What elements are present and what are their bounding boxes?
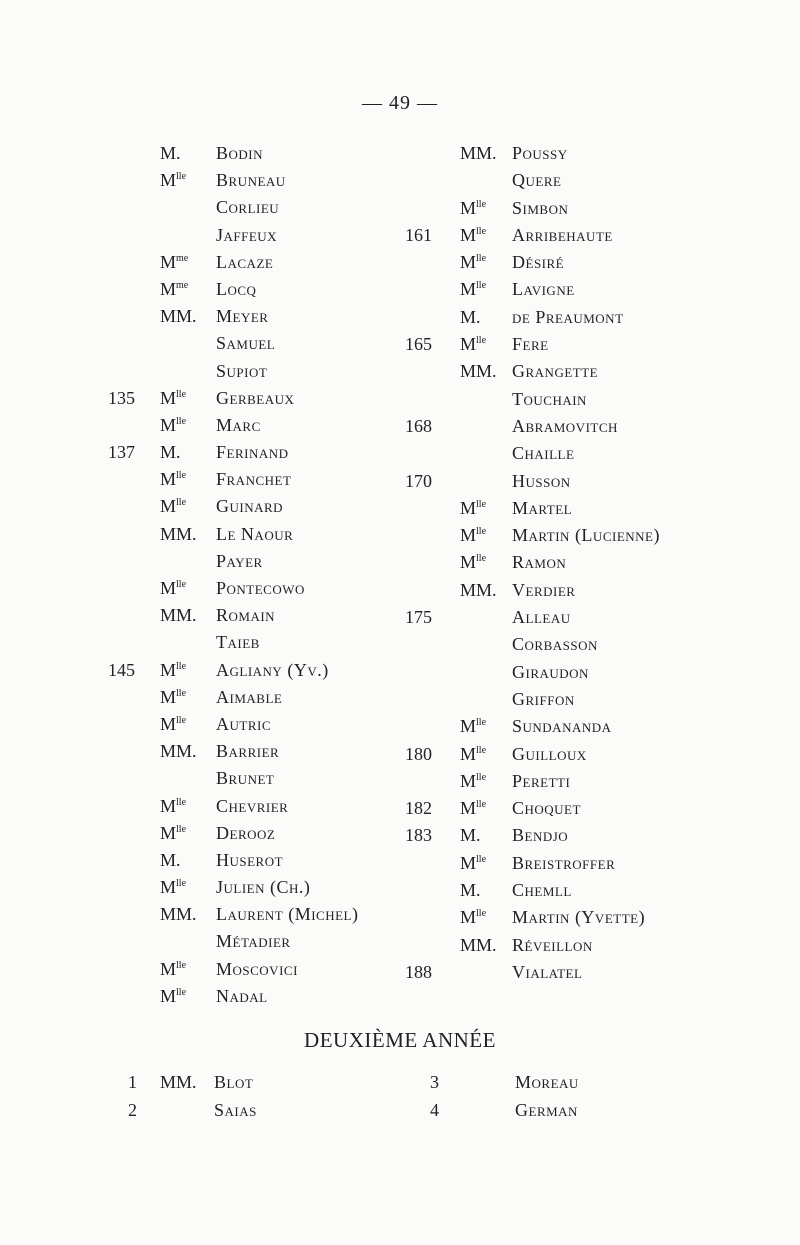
- list-entry: [405, 358, 735, 385]
- list-entry: [108, 330, 408, 357]
- list-entry: [405, 631, 735, 658]
- entry-number: 168: [405, 415, 432, 436]
- entry-number: 165: [405, 334, 432, 355]
- entry-name: Romain: [216, 605, 276, 626]
- entry-title: [460, 795, 486, 822]
- entry-title: [460, 331, 486, 358]
- entry-number: 161: [405, 224, 432, 245]
- entry-number: 175: [405, 607, 432, 628]
- entry-title: [460, 850, 486, 877]
- entry-title-text: MM.: [460, 361, 497, 382]
- entry-title: [160, 276, 188, 303]
- entry-name: Simbon: [512, 197, 569, 218]
- entry-title-text: M: [160, 496, 177, 517]
- entry-name: Quere: [512, 170, 562, 191]
- entry-name: German: [515, 1100, 578, 1120]
- entry-title: [160, 575, 186, 602]
- left-name-list: [108, 140, 408, 1010]
- list-entry: [405, 850, 735, 877]
- entry-name: Guilloux: [512, 743, 587, 764]
- entry-title-superscript: lle: [176, 388, 187, 400]
- entry-title-superscript: lle: [476, 771, 487, 783]
- entry-name: Autric: [216, 713, 271, 734]
- entry-title-text: M: [160, 414, 177, 435]
- right-name-list: [405, 140, 735, 986]
- entry-title: [160, 303, 197, 330]
- second-year-list: [0, 1068, 800, 1124]
- section-title: DEUXIÈME ANNÉE: [304, 1028, 496, 1052]
- list-entry: [108, 493, 408, 520]
- entry-title-text: M: [160, 251, 177, 272]
- entry-title-text: M: [460, 224, 477, 245]
- entry-title-superscript: lle: [176, 171, 187, 183]
- entry-title-superscript: lle: [176, 579, 187, 590]
- list-entry: [108, 847, 408, 874]
- entry-title: [460, 140, 497, 167]
- entry-title-superscript: lle: [476, 225, 487, 237]
- entry-title-superscript: lle: [476, 280, 487, 292]
- entry-name: Derooz: [216, 822, 276, 843]
- entry-name: Breistroffer: [512, 852, 616, 873]
- entry-name: Payer: [216, 550, 263, 571]
- entry-title-text: M: [460, 497, 477, 518]
- list-entry: [108, 874, 408, 901]
- entry-name: Laurent (Michel): [216, 904, 359, 925]
- list-entry: [108, 194, 408, 221]
- entry-title-text: M: [160, 985, 177, 1006]
- entry-title-superscript: lle: [176, 497, 187, 509]
- list-entry: [108, 793, 408, 820]
- entry-name: Alleau: [512, 607, 571, 628]
- entry-name: Marc: [216, 414, 261, 435]
- entry-title-text: MM.: [160, 904, 197, 925]
- entry-name: Blot: [214, 1072, 254, 1092]
- entry-name: Chevrier: [216, 795, 289, 816]
- entry-name: Le Naour: [216, 523, 294, 544]
- entry-title: [460, 276, 486, 303]
- list-entry: [405, 468, 735, 495]
- entry-title: [460, 195, 486, 222]
- list-entry: [108, 412, 408, 439]
- entry-name: Ferinand: [216, 442, 289, 463]
- entry-title: [460, 768, 486, 795]
- entry-title: [460, 741, 486, 768]
- list-entry: [405, 140, 735, 167]
- entry-name: Martin (Lucienne): [512, 525, 660, 546]
- list-entry: [405, 304, 735, 331]
- entry-name: Chemll: [512, 880, 572, 901]
- entry-title: [460, 822, 481, 849]
- entry-name: Giraudon: [512, 661, 589, 682]
- list-entry: [405, 822, 735, 849]
- entry-name: Désiré: [512, 252, 565, 273]
- entry-name: Vialatel: [512, 961, 583, 982]
- entry-name: Pontecowo: [216, 578, 305, 598]
- entry-title: [460, 577, 497, 604]
- entry-title-text: M: [160, 469, 177, 490]
- entry-title-text: M: [460, 743, 477, 764]
- entry-title: [460, 358, 497, 385]
- entry-title-text: MM.: [160, 523, 197, 544]
- list-entry: [405, 795, 735, 822]
- list-entry: [405, 222, 735, 249]
- entry-title-text: MM.: [160, 605, 197, 626]
- list-entry: [405, 659, 735, 686]
- entry-title-superscript: lle: [476, 553, 487, 565]
- entry-name: Chaille: [512, 443, 575, 464]
- entry-name: Barrier: [216, 741, 280, 762]
- entry-title-superscript: lle: [476, 253, 487, 265]
- entry-name: Taieb: [216, 632, 260, 653]
- entry-title: [460, 522, 486, 549]
- entry-name: Bodin: [216, 143, 263, 163]
- entry-title-superscript: me: [176, 252, 189, 264]
- entry-title-text: M: [160, 659, 177, 680]
- list-entry: [405, 768, 735, 795]
- entry-name: Choquet: [512, 798, 581, 819]
- entry-title-text: M: [160, 713, 177, 734]
- entry-title-superscript: lle: [176, 878, 187, 890]
- entry-name: Griffon: [512, 688, 575, 709]
- entry-name: Julien (Ch.): [216, 877, 311, 898]
- list-entry: [405, 522, 735, 549]
- list-entry: [108, 983, 408, 1010]
- list-entry: [108, 765, 408, 792]
- entry-title-superscript: lle: [176, 660, 187, 672]
- entry-name: Martin (Yvette): [512, 907, 646, 928]
- entry-title-text: M: [160, 387, 177, 408]
- list-entry: [108, 928, 408, 955]
- list-entry: [108, 956, 408, 983]
- entry-title-superscript: lle: [176, 959, 187, 971]
- list-entry: [108, 820, 408, 847]
- entry-title-superscript: lle: [476, 717, 487, 729]
- list-entry: [108, 738, 408, 765]
- entry-title-superscript: lle: [476, 744, 487, 756]
- entry-title: [160, 140, 181, 167]
- second-year-row: [0, 1068, 800, 1096]
- entry-name: Supiot: [216, 360, 268, 381]
- entry-name: de Preaumont: [512, 306, 624, 327]
- entry-number: 180: [405, 743, 432, 764]
- entry-title-superscript: lle: [176, 415, 187, 427]
- list-entry: [405, 577, 735, 604]
- list-entry: [108, 249, 408, 276]
- entry-title-text: M: [460, 197, 477, 218]
- entry-title: [160, 956, 186, 983]
- entry-name: Verdier: [512, 579, 576, 600]
- entry-title-text: MM.: [460, 934, 497, 955]
- entry-number: 182: [405, 798, 432, 819]
- entry-number: 4: [430, 1100, 439, 1120]
- entry-name: Arribehaute: [512, 224, 613, 245]
- list-entry: [405, 495, 735, 522]
- entry-title: [160, 738, 197, 765]
- entry-name: Touchain: [512, 388, 587, 409]
- list-entry: [405, 877, 735, 904]
- entry-title: [160, 983, 186, 1010]
- entry-name: Abramovitch: [512, 415, 618, 436]
- entry-title-text: M: [160, 278, 177, 299]
- list-entry: [108, 222, 408, 249]
- entry-title-text: M: [460, 279, 477, 300]
- entry-title-superscript: lle: [476, 498, 487, 510]
- entry-name: Moscovici: [216, 958, 298, 979]
- entry-name: Moreau: [515, 1072, 579, 1092]
- entry-title-superscript: lle: [176, 687, 187, 699]
- entry-title-text: M.: [460, 306, 481, 327]
- list-entry: [108, 657, 408, 684]
- entry-title-superscript: me: [176, 279, 189, 291]
- list-entry: [405, 713, 735, 740]
- entry-name: Métadier: [216, 931, 291, 952]
- entry-title-text: MM.: [160, 741, 197, 762]
- entry-name: Martel: [512, 497, 573, 518]
- entry-title-text: MM.: [460, 579, 497, 600]
- entry-title-text: M.: [460, 825, 481, 846]
- entry-name: Gerbeaux: [216, 387, 295, 408]
- entry-title: [160, 711, 186, 738]
- entry-title-superscript: lle: [476, 526, 487, 538]
- entry-number: 3: [430, 1072, 439, 1092]
- entry-title: [460, 877, 481, 904]
- entry-name: Agliany (Yv.): [216, 659, 329, 680]
- entry-name: Nadal: [216, 985, 268, 1006]
- entry-title-superscript: lle: [176, 470, 187, 482]
- entry-title-text: M: [160, 686, 177, 707]
- entry-title: [460, 549, 486, 576]
- entry-title-superscript: lle: [476, 198, 487, 210]
- entry-name: Husson: [512, 470, 571, 491]
- list-entry: [108, 439, 408, 466]
- entry-title: [160, 657, 186, 684]
- entry-title: [460, 932, 497, 959]
- list-entry: [108, 140, 408, 167]
- list-entry: [108, 167, 408, 194]
- list-entry: [108, 303, 408, 330]
- entry-name: Ramon: [512, 552, 567, 573]
- entry-name: Peretti: [512, 770, 571, 791]
- entry-number: 170: [405, 470, 432, 491]
- list-entry: [108, 466, 408, 493]
- entry-title-text: M: [160, 822, 177, 843]
- list-entry: [405, 195, 735, 222]
- entry-title-text: M.: [160, 442, 181, 463]
- entry-title: [160, 901, 197, 928]
- entry-title: [460, 713, 486, 740]
- entry-title-superscript: lle: [476, 908, 487, 920]
- list-entry: [405, 959, 735, 986]
- entry-title-text: M: [160, 877, 177, 898]
- entry-title-text: M: [460, 525, 477, 546]
- entry-title: [160, 167, 186, 194]
- entry-title-superscript: lle: [476, 853, 487, 865]
- entry-title-text: M: [460, 770, 477, 791]
- entry-title-text: M: [460, 852, 477, 873]
- entry-title: [160, 847, 181, 874]
- entry-number: 183: [405, 825, 432, 846]
- entry-title: [160, 684, 186, 711]
- entry-title-text: M: [460, 552, 477, 573]
- entry-title-text: M.: [160, 143, 181, 163]
- entry-title: [160, 820, 186, 847]
- list-entry: [405, 549, 735, 576]
- entry-name: Fere: [512, 334, 549, 355]
- entry-title-text: M: [160, 795, 177, 816]
- entry-title: [460, 249, 486, 276]
- entry-number: 1: [128, 1072, 137, 1092]
- entry-name: Guinard: [216, 496, 284, 517]
- entry-name: Aimable: [216, 686, 283, 707]
- entry-title: [160, 493, 186, 520]
- entry-title: [160, 793, 186, 820]
- list-entry: [108, 358, 408, 385]
- entry-title-text: M: [160, 578, 177, 598]
- entry-name: Meyer: [216, 306, 269, 327]
- entry-title: [160, 439, 181, 466]
- entry-name: Lavigne: [512, 279, 575, 300]
- entry-title: MM.: [160, 1072, 197, 1092]
- list-entry: [108, 385, 408, 412]
- list-entry: [405, 904, 735, 931]
- entry-title: [160, 249, 188, 276]
- list-entry: [108, 684, 408, 711]
- entry-title: [160, 466, 186, 493]
- entry-name: Réveillon: [512, 934, 593, 955]
- entry-title: [160, 874, 186, 901]
- entry-number: 137: [108, 442, 135, 463]
- entry-title: [460, 904, 486, 931]
- entry-name: Sundananda: [512, 716, 612, 737]
- list-entry: [405, 440, 735, 467]
- entry-name: Samuel: [216, 333, 276, 354]
- entry-title-superscript: lle: [176, 714, 187, 726]
- list-entry: [108, 901, 408, 928]
- entry-title-text: M: [160, 170, 177, 191]
- entry-title-text: M: [460, 798, 477, 819]
- entry-title: [160, 412, 186, 439]
- entry-title-superscript: lle: [476, 335, 487, 347]
- list-entry: [108, 602, 408, 629]
- list-entry: [405, 741, 735, 768]
- entry-title: [160, 521, 197, 548]
- list-entry: [405, 604, 735, 631]
- entry-name: Corbasson: [512, 634, 598, 655]
- list-entry: [405, 386, 735, 413]
- entry-name: Brunet: [216, 768, 275, 789]
- entry-name: Poussy: [512, 143, 568, 163]
- entry-title: [160, 602, 197, 629]
- list-entry: [405, 331, 735, 358]
- entry-name: Jaffeux: [216, 224, 278, 245]
- entry-title: [460, 222, 486, 249]
- entry-title-text: M.: [460, 880, 481, 901]
- entry-title-text: M: [460, 334, 477, 355]
- entry-title-text: M: [460, 907, 477, 928]
- entry-title-superscript: lle: [176, 823, 187, 835]
- entry-name: Huserot: [216, 849, 284, 870]
- list-entry: [108, 629, 408, 656]
- entry-number: 135: [108, 387, 135, 408]
- entry-name: Corlieu: [216, 197, 280, 218]
- entry-number: 145: [108, 659, 135, 680]
- entry-name: Bendjo: [512, 825, 569, 846]
- list-entry: [405, 249, 735, 276]
- entry-title: [460, 495, 486, 522]
- entry-name: Lacaze: [216, 251, 274, 272]
- entry-title-text: M: [160, 958, 177, 979]
- entry-name: Franchet: [216, 469, 292, 490]
- entry-number: 188: [405, 961, 432, 982]
- entry-name: Bruneau: [216, 170, 286, 191]
- list-entry: [405, 932, 735, 959]
- entry-title: [460, 304, 481, 331]
- list-entry: [405, 413, 735, 440]
- list-entry: [405, 167, 735, 194]
- entry-title-superscript: lle: [176, 796, 187, 808]
- entry-name: Saias: [214, 1100, 257, 1120]
- list-entry: [405, 276, 735, 303]
- list-entry: [108, 521, 408, 548]
- entry-title-text: M: [460, 716, 477, 737]
- entry-name: Grangette: [512, 361, 599, 382]
- entry-title-superscript: lle: [476, 799, 487, 811]
- page-number: — 49 —: [362, 92, 438, 114]
- list-entry: [108, 575, 408, 602]
- entry-number: 2: [128, 1100, 137, 1120]
- entry-title-superscript: lle: [176, 986, 187, 998]
- list-entry: [108, 711, 408, 738]
- list-entry: [108, 548, 408, 575]
- entry-title-text: MM.: [460, 143, 497, 163]
- entry-title-text: M.: [160, 849, 181, 870]
- list-entry: [108, 276, 408, 303]
- entry-name: Locq: [216, 278, 257, 299]
- entry-title: [160, 385, 186, 412]
- entry-title-text: M: [460, 252, 477, 273]
- list-entry: [405, 686, 735, 713]
- second-year-row: [0, 1096, 800, 1124]
- entry-title-text: MM.: [160, 306, 197, 327]
